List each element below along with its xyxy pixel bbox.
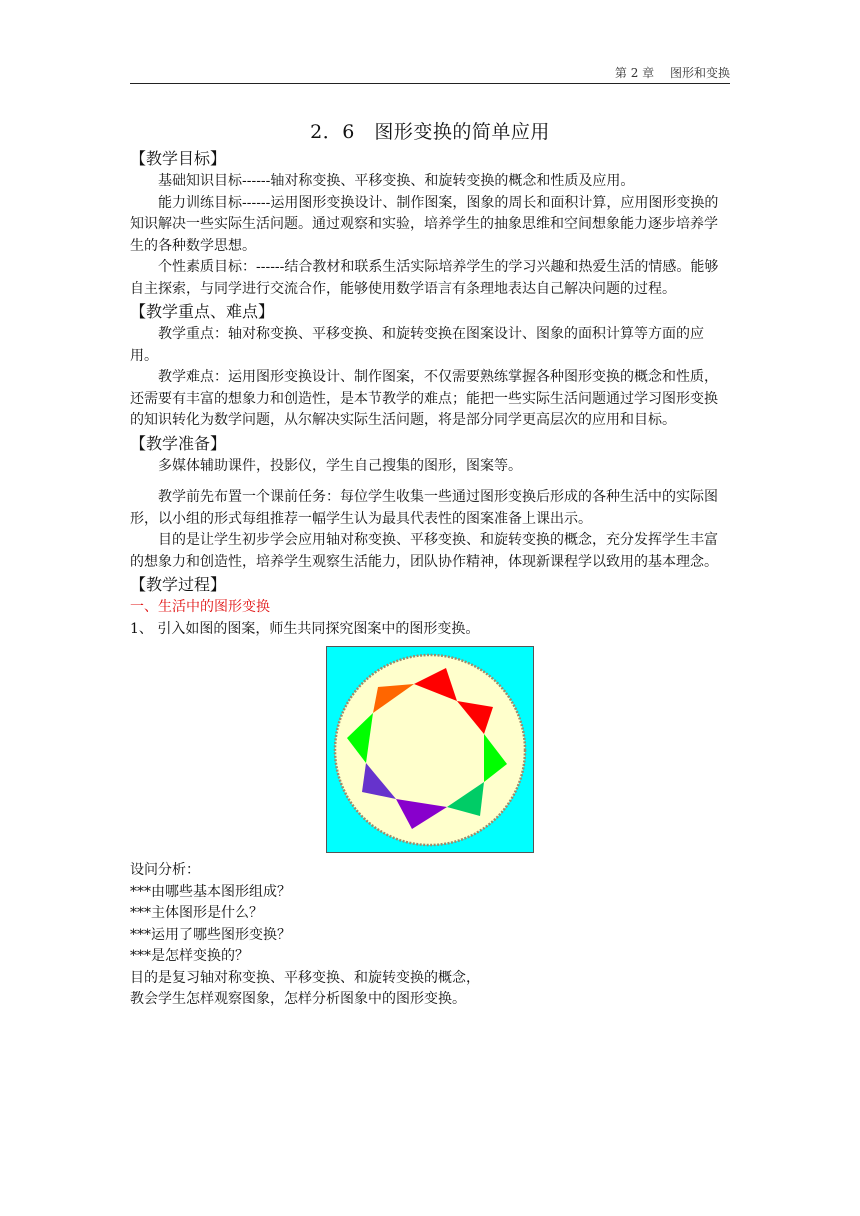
goal-personal: 个性素质目标：------结合教材和联系生活实际培养学生的学习兴趣和热爱生活的情感。能够自主探索，与同学进行交流合作，能够使用数学语言有条理地表达自己解决问题的过程。 [130, 259, 719, 297]
key-point-difficulty: 教学难点：运用图形变换设计、制作图案，不仅需要熟练掌握各种图形变换的概念和性质，还需要有丰富的想象力和创造性，是本节教学的难点；能把一些实际生活问题通过学习图形变换的知识转化为数学问题，从尔解决实际生活问题，将是部分同学更高层次的应用和目标。 [130, 369, 718, 428]
rotational-pattern-figure [326, 646, 534, 853]
question-line: 目的是复习轴对称变换、平移变换、和旋转变换的概念， [130, 969, 480, 986]
section-heading-process: 【教学过程】 [130, 575, 227, 594]
preparation-media: 多媒体辅助课件，投影仪，学生自己搜集的图形，图案等。 [158, 457, 522, 474]
key-point-focus: 教学重点：轴对称变换、平移变换、和旋转变换在图案设计、图象的面积计算等方面的应用。 [130, 326, 704, 364]
preparation-purpose: 目的是让学生初步学会应用轴对称变换、平移变换、和旋转变换的概念，充分发挥学生丰富的想象力和创造性，培养学生观察生活能力，团队协作精神，体现新课程学以致用的基本理念。 [130, 532, 718, 570]
figure-container [130, 640, 730, 860]
document-body [130, 147, 730, 1011]
question-line: 教会学生怎样观察图象，怎样分析图象中的图形变换。 [130, 991, 466, 1007]
running-header: 第 2 章 图形和变换 [614, 66, 730, 80]
goal-basic: 基础知识目标------轴对称变换、平移变换、和旋转变换的概念和性质及应用。 [158, 173, 635, 189]
section-heading-goals: 【教学目标】 [130, 149, 227, 168]
header-rule [130, 83, 730, 84]
goal-ability: 能力训练目标------运用图形变换设计、制作图案，图象的周长和面积计算，应用图形变换的知识解决一些实际生活问题。通过观察和实验，培养学生的抽象思维和空间想象能力逐步培养学生的各种数学思想。 [130, 194, 719, 254]
question-list [130, 860, 730, 1011]
section-heading-key-points: 【教学重点、难点】 [130, 302, 275, 321]
question-line: ***主体图形是什么？ [130, 905, 263, 921]
preparation-task: 教学前先布置一个课前任务：每位学生收集一些通过图形变换后形成的各种生活中的实际图形，以小组的形式每组推荐一幅学生认为最具代表性的图案准备上课出示。 [130, 489, 718, 527]
process-part1-heading: 一、生活中的图形变换 [130, 599, 270, 615]
question-line: ***由哪些基本图形组成？ [130, 883, 291, 900]
process-item1: 1、 引入如图的图案，师生共同探究图案中的图形变换。 [130, 620, 480, 637]
question-line: ***运用了哪些图形变换？ [130, 926, 291, 943]
page-title: 2．6 图形变换的简单应用 [310, 121, 550, 143]
question-line: ***是怎样变换的？ [130, 948, 249, 964]
section-heading-preparation: 【教学准备】 [130, 433, 227, 453]
question-line: 设问分析： [130, 862, 200, 878]
